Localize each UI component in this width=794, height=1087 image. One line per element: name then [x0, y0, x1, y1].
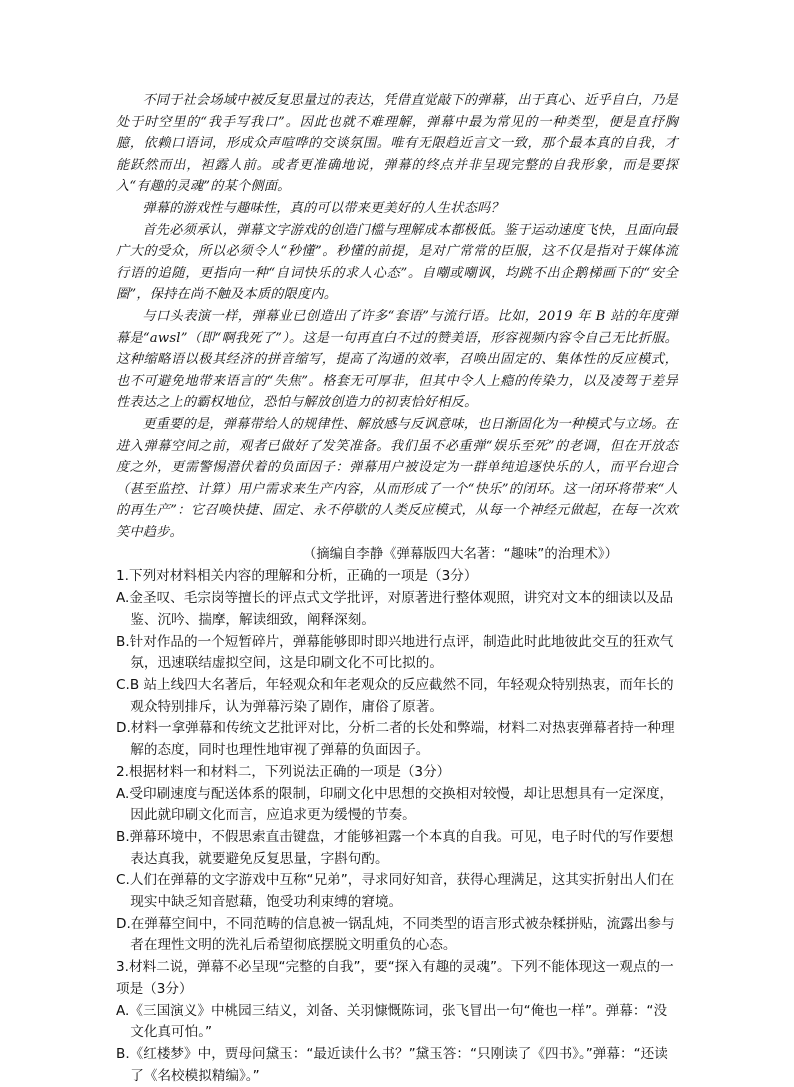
- passage-paragraph: 不同于社会场域中被反复思量过的表达，凭借直觉敲下的弹幕，出于真心、近乎自白，乃是处于时空里的“我手写我口”。因此也就不难理解，弹幕中最为常见的一种类型，便是直抒胸臆，依赖口语词，形成众声喧哗的交谈氛围。唯有无限趋近言文一致，那个最本真的自我，才能跃然而出，袒露人前。或者更准确地说，弹幕的终点并非呈现完整的自我形象，而是要探入“有趣的灵魂”的某个侧面。: [116, 93, 678, 195]
- question-stem: 1.下列对材料相关内容的理解和分析，正确的一项是（3分）: [116, 568, 478, 585]
- question-stem: 2.根据材料一和材料二，下列说法正确的一项是（3分）: [116, 763, 451, 780]
- question-list: [116, 566, 678, 1087]
- passage-paragraph: 更重要的是，弹幕带给人的规律性、解放感与反讽意味，也日渐固化为一种模式与立场。在进入弹幕空间之前，观者已做好了发笑准备。我们虽不必重弹“娱乐至死”的老调，但在开放态度之外，更需警惕潜伏着的负面因子：弹幕用户被设定为一群单纯追逐快乐的人，而平台迎合（甚至监控、计算）用户需求来生产内容，从而形成了一个“快乐”的闭环。这一闭环将带来“人的再生产”：它召唤快捷、固定、永不停歇的人类反应模式，从每一个神经元做起，在每一次欢笑中趋步。: [116, 416, 678, 540]
- option-d: D.在弹幕空间中，不同范畴的信息被一锅乱炖，不同类型的语言形式被杂糅拼贴，流露出参与者在理性文明的洗礼后希望彻底摆脱文明重负的心态。: [116, 915, 675, 954]
- passage-paragraph: 首先必须承认，弹幕文字游戏的创造门槛与理解成本都极低。鉴于运动速度飞快，且面向最广大的受众，所以必须令人“秒懂”。秒懂的前提，是对广常常的臣服，这不仅是指对于媒体流行语的追随，更指向一种“自词快乐的求人心态”。自嘲或嘲讽，均跳不出企鹅梯画下的“安全圈”，保持在尚不触及本质的限度内。: [116, 222, 678, 303]
- option-b: B.弹幕环境中，不假思索直击键盘，才能够袒露一个本真的自我。可见，电子时代的写作要想表达真我，就要避免反复思量，字斟句酌。: [116, 828, 674, 867]
- option-a: A.金圣叹、毛宗岗等擅长的评点式文学批评，对原著进行整体观照，讲究对文本的细读以及品鉴、沉吟、揣摩，解读细致，阐释深刻。: [116, 590, 674, 628]
- passage-paragraph: 弹幕的游戏性与趣味性，真的可以带来更美好的人生状态吗？: [142, 200, 504, 216]
- option-d: D.材料一拿弹幕和传统文艺批评对比，分析二者的长处和弊端，材料二对热衷弹幕者持一种理解的态度，同时也理性地审视了弹幕的负面因子。: [116, 720, 675, 759]
- passage-paragraph: 与口头表演一样，弹幕业已创造出了许多“套语”与流行语。比如，2019 年 B 站的年度弹幕是“awsl”（即“啊我死了”）。这是一句再直白不过的赞美语，形容视频内容令自己无比折服。这种缩略语以极其经济的拼音缩写，提高了沟通的效率，召唤出固定的、集体性的反应模式，也不可避免地带来语言的“失焦”。格套无可厚非，但其中令人上瘾的传染力，以及凌驾于差异性表达之上的霸权地位，恐怕与解放创造力的初衷恰好相反。: [116, 308, 678, 411]
- option-c: C.B 站上线四大名著后，年轻观众和年老观众的反应截然不同，年轻观众特别热衷，而年长的观众特别排斥，认为弹幕污染了剧作，庸俗了原著。: [116, 676, 674, 715]
- question-2: [116, 762, 678, 957]
- question-1: [116, 566, 678, 761]
- option-a: A.《三国演义》中桃园三结义，刘备、关羽慷慨陈词，张飞冒出一句“俺也一样”。弹幕：“没文化真可怕。”: [116, 1002, 668, 1041]
- reading-passage: [116, 90, 678, 543]
- question-stem: 3.材料二说，弹幕不必呈现“完整的自我”，要“探入有趣的灵魂”。下列不能体现这一观点的一项是（3分）: [116, 959, 674, 997]
- option-c: C.人们在弹幕的文字游戏中互称“兄弟”，寻求同好知音，获得心理满足，这其实折射出人们在现实中缺乏知音慰藉，饱受功利束缚的窘境。: [116, 872, 675, 911]
- option-b: B.《红楼梦》中，贾母问黛玉：“最近读什么书？”黛玉答：“只刚读了《四书》。”弹幕：“还读了《名校模拟精编》。”: [116, 1045, 668, 1084]
- passage-source: （摘编自李静《弹幕版四大名著：“趣味”的治理术》）: [302, 547, 618, 563]
- option-a: A.受印刷速度与配送体系的限制，印刷文化中思想的交换相对较慢，却让思想具有一定深度，因此就印刷文化而言，应追求更为缓慢的节奏。: [116, 785, 674, 824]
- option-b: B.针对作品的一个短暂碎片，弹幕能够即时即兴地进行点评，制造此时此地彼此交互的狂欢气氛，迅速联结虚拟空间，这是印刷文化不可比拟的。: [116, 633, 674, 672]
- question-3: [116, 957, 678, 1087]
